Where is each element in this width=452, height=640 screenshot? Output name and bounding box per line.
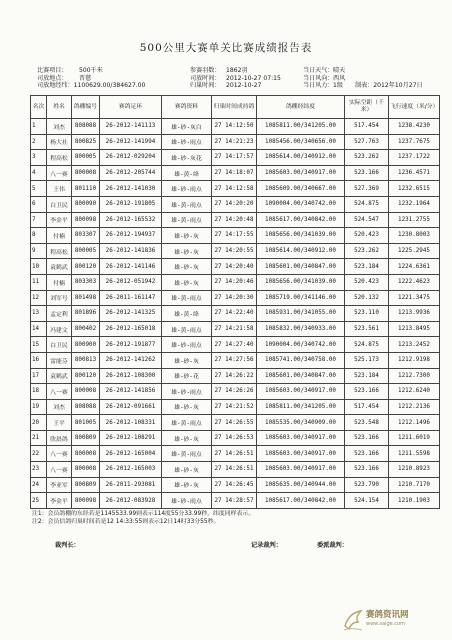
table-cell: 白卫民: [47, 337, 72, 353]
table-cell: 14: [31, 321, 47, 337]
table-header-cell: 姓名: [47, 96, 72, 119]
results-table: [30, 95, 440, 509]
watermark-logo: [342, 606, 442, 636]
table-row: [31, 384, 440, 400]
table-cell: 1210.8923: [389, 462, 440, 478]
release-coords-label: 司放地经纬：: [37, 82, 74, 90]
weather-label: 当日天气：: [303, 67, 334, 74]
table-cell: 雄-砂-灰: [162, 352, 212, 368]
table-cell: 800120: [72, 368, 100, 384]
table-cell: 1085603.00/340917.00: [257, 430, 345, 446]
table-cell: 523.166: [345, 446, 389, 462]
table-cell: 27 14:21:52: [212, 399, 257, 415]
table-cell: 雄-砂-灰: [162, 430, 212, 446]
table-cell: 524.547: [345, 212, 389, 228]
table-cell: 523.166: [345, 384, 389, 400]
table-cell: 23: [31, 462, 47, 478]
table-cell: 1212.2136: [389, 399, 440, 415]
table-cell: 527.763: [345, 134, 389, 150]
table-cell: 27 14:26:53: [212, 430, 257, 446]
table-cell: 523.561: [345, 321, 389, 337]
table-cell: 800008: [72, 384, 100, 400]
table-cell: 26-2012-191877: [100, 337, 162, 353]
table-row: [31, 430, 440, 446]
table-cell: 8: [31, 228, 47, 244]
table-cell: 27 14:20:55: [212, 243, 257, 259]
table-cell: 27 14:26:45: [212, 477, 257, 493]
table-cell: 523.184: [345, 259, 389, 275]
table-cell: 程高松: [47, 150, 72, 166]
table-cell: 27 14:18:07: [212, 165, 257, 181]
table-row: [31, 337, 440, 353]
table-cell: 26-2012-141146: [100, 259, 162, 275]
watermark-url: www.saige.com: [366, 621, 405, 627]
table-cell: 雄-砂-灰: [162, 462, 212, 478]
entries-label: 参赛羽数：: [190, 67, 221, 74]
table-cell: 525.173: [345, 352, 389, 368]
table-cell: 1210.1903: [389, 493, 440, 509]
table-cell: 800008: [72, 462, 100, 478]
table-cell: 26-2012-165018: [100, 321, 162, 337]
table-cell: 1085603.00/340917.00: [257, 165, 345, 181]
table-cell: 27 14:27:40: [212, 337, 257, 353]
table-cell: 26-2012-141262: [100, 352, 162, 368]
release-place-label: 司放地点：: [37, 74, 68, 82]
table-cell: 16: [31, 352, 47, 368]
table-cell: 程高松: [47, 243, 72, 259]
table-cell: 2: [31, 134, 47, 150]
table-cell: 523.184: [345, 368, 389, 384]
table-row: [31, 368, 440, 384]
table-cell: 雄-黄-绛: [162, 306, 212, 322]
table-cell: 9: [31, 243, 47, 259]
table-cell: 801005: [72, 415, 100, 431]
watermark-brand: 赛鸽资讯网: [366, 610, 409, 620]
table-cell: 26-2012-029204: [100, 150, 162, 166]
table-cell: 孟定利: [47, 306, 72, 322]
table-cell: 27 14:28:57: [212, 493, 257, 509]
table-cell: 1085741.00/340758.00: [257, 352, 345, 368]
table-cell: 25: [31, 493, 47, 509]
table-cell: 1085601.00/340847.00: [257, 259, 345, 275]
table-cell: 18: [31, 384, 47, 400]
table-cell: 27 14:26:51: [212, 462, 257, 478]
table-cell: 803307: [72, 228, 100, 244]
table-cell: 1238.4230: [389, 119, 440, 135]
table-cell: 7: [31, 212, 47, 228]
table-cell: 26-2012-108291: [100, 430, 162, 446]
table-row: [31, 196, 440, 212]
table-cell: 527.369: [345, 181, 389, 197]
table-cell: 26-2012-141994: [100, 134, 162, 150]
wind-dir: 西风: [333, 74, 346, 82]
table-cell: 808088: [72, 119, 100, 135]
table-header-cell: 归巢时间成持鸽: [212, 96, 257, 119]
table-cell: 27 14:26:22: [212, 368, 257, 384]
table-cell: 26-2012-108331: [100, 415, 162, 431]
table-cell: 26-2012-165532: [100, 212, 162, 228]
table-cell: 1232.1964: [389, 196, 440, 212]
table-cell: 1213.8495: [389, 321, 440, 337]
table-cell: 800809: [72, 477, 100, 493]
table-cell: 27 14:12:50: [212, 119, 257, 135]
table-cell: 523.110: [345, 306, 389, 322]
table-cell: 800005: [72, 150, 100, 166]
table-cell: 1222.4623: [389, 274, 440, 290]
table-cell: 800402: [72, 321, 100, 337]
table-row: [31, 415, 440, 431]
table-cell: 王平: [47, 415, 72, 431]
meta-right: [303, 67, 423, 90]
table-cell: 26-2012-091661: [100, 399, 162, 415]
table-cell: 800120: [72, 259, 100, 275]
table-cell: 刘杰: [47, 119, 72, 135]
wind-force: 1级: [333, 82, 343, 90]
table-cell: 22: [31, 446, 47, 462]
table-cell: 1085601.00/340847.00: [257, 368, 345, 384]
made-date: 2012年10月27日: [373, 82, 423, 90]
table-cell: 付楠: [47, 228, 72, 244]
table-cell: 520.132: [345, 290, 389, 306]
table-row: [31, 119, 440, 135]
table-cell: 10: [31, 259, 47, 275]
table-cell: 1085656.00/341039.00: [257, 274, 345, 290]
made-label: 制表：: [354, 82, 374, 90]
table-cell: 李金平: [47, 493, 72, 509]
wind-dir-label: 当日风向：: [303, 74, 334, 82]
entries: 1862羽: [226, 67, 248, 74]
table-cell: 27 14:27:56: [212, 352, 257, 368]
weather: 晴天: [333, 67, 346, 74]
race-name-label: 比赛项目：: [37, 67, 68, 74]
table-cell: 雄-砂-花: [162, 368, 212, 384]
table-header-cell: 名次: [31, 96, 47, 119]
wind-force-label: 当日风力：: [303, 82, 334, 90]
table-cell: 800090: [72, 196, 100, 212]
table-cell: 27 14:22:40: [212, 306, 257, 322]
table-cell: 1085832.00/340933.00: [257, 321, 345, 337]
table-cell: 800005: [72, 243, 100, 259]
table-cell: 523.166: [345, 165, 389, 181]
table-cell: 1: [31, 119, 47, 135]
table-cell: 27 14:17:57: [212, 150, 257, 166]
table-cell: 1236.4571: [389, 165, 440, 181]
table-cell: 1085617.00/340842.00: [257, 493, 345, 509]
table-cell: 雄-黄-绛: [162, 165, 212, 181]
table-cell: 26-2012-205744: [100, 165, 162, 181]
table-cell: 王伟: [47, 181, 72, 197]
table-cell: 1090004.00/340742.00: [257, 337, 345, 353]
table-cell: 27 14:12:58: [212, 181, 257, 197]
table-cell: 800813: [72, 352, 100, 368]
table-cell: 523.548: [345, 415, 389, 431]
table-cell: 19: [31, 399, 47, 415]
table-body: [31, 119, 440, 509]
table-cell: 1211.5598: [389, 446, 440, 462]
table-cell: 27 14:20:48: [212, 212, 257, 228]
table-cell: 26-2012-108300: [100, 368, 162, 384]
table-cell: 1212.6240: [389, 384, 440, 400]
table-row: [31, 212, 440, 228]
table-cell: 1085609.00/340667.00: [257, 181, 345, 197]
table-cell: 26-2012-083928: [100, 493, 162, 509]
table-cell: 27 14:20:20: [212, 196, 257, 212]
table-row: [31, 477, 440, 493]
table-cell: 1085456.00/340656.00: [257, 134, 345, 150]
table-cell: 1085635.00/340944.00: [257, 477, 345, 493]
table-row: [31, 181, 440, 197]
table-cell: 524.875: [345, 337, 389, 353]
table-row: [31, 306, 440, 322]
table-cell: 雷能芬: [47, 352, 72, 368]
table-cell: 1212.1496: [389, 415, 440, 431]
table-cell: 雄-黄-雨点: [162, 290, 212, 306]
table-cell: 27 14:21:23: [212, 134, 257, 150]
table-cell: 27 14:26:51: [212, 446, 257, 462]
table-cell: 欣晨鸽: [47, 430, 72, 446]
table-cell: 1225.2945: [389, 243, 440, 259]
table-cell: 白卫民: [47, 196, 72, 212]
table-header-cell: 飞行速度（米/分）: [389, 96, 440, 119]
table-cell: 800809: [72, 430, 100, 446]
table-cell: 21: [31, 430, 47, 446]
table-cell: 付楠: [47, 274, 72, 290]
table-cell: 雄-黄-雨点: [162, 196, 212, 212]
table-cell: 26-2012-141856: [100, 384, 162, 400]
table-cell: 1231.2755: [389, 212, 440, 228]
table-cell: 26-2012-141030: [100, 181, 162, 197]
table-cell: 八一赛: [47, 446, 72, 462]
table-cell: 刘杰: [47, 399, 72, 415]
notes: [32, 510, 254, 527]
note-2: 注2：会员信鸽归巢时间若是12 14:33:55则表示12日14时33分55秒。: [32, 519, 220, 526]
table-cell: 八一赛: [47, 462, 72, 478]
table-header-row: [31, 96, 440, 119]
table-cell: 刘军号: [47, 290, 72, 306]
table-cell: 雄-砂-灰: [162, 274, 212, 290]
table-row: [31, 462, 440, 478]
table-cell: 1085811.00/341205.00: [257, 119, 345, 135]
table-cell: 1237.7675: [389, 134, 440, 150]
table-cell: 803303: [72, 274, 100, 290]
table-cell: 524.875: [345, 196, 389, 212]
report-title: 500公里大赛单关比赛成绩报告表: [139, 42, 313, 54]
table-row: [31, 290, 440, 306]
table-row: [31, 243, 440, 259]
table-cell: 800098: [72, 212, 100, 228]
table-cell: 523.262: [345, 243, 389, 259]
table-row: [31, 274, 440, 290]
table-cell: 801896: [72, 306, 100, 322]
table-cell: 袁鹤武: [47, 259, 72, 275]
table-cell: 冯建文: [47, 321, 72, 337]
table-cell: 1210.7170: [389, 477, 440, 493]
table-cell: 26-2012-141113: [100, 119, 162, 135]
table-cell: 雄-黄-雨点: [162, 415, 212, 431]
table-cell: 1237.1722: [389, 150, 440, 166]
table-header-cell: 鸽棚经纬度: [257, 96, 345, 119]
table-cell: 523.166: [345, 430, 389, 446]
table-cell: 15: [31, 337, 47, 353]
note-1: 注1：会员鸽棚的东经若是1145533.99则表示114度55分33.99秒，纬度同样表示。: [32, 511, 255, 517]
table-cell: 雄-砂-灰白: [162, 119, 212, 135]
table-cell: 雄-砂-灰: [162, 477, 212, 493]
table-cell: 5: [31, 181, 47, 197]
table-cell: 27 14:17:55: [212, 228, 257, 244]
table-cell: 李金平: [47, 212, 72, 228]
table-cell: 520.423: [345, 228, 389, 244]
table-cell: 雄-砂-雨点: [162, 337, 212, 353]
release-time: 2012-10-27 07:15: [226, 74, 281, 82]
table-cell: 1085617.00/340842.00: [257, 212, 345, 228]
table-cell: 517.454: [345, 399, 389, 415]
table-cell: 517.454: [345, 119, 389, 135]
table-cell: 1221.3475: [389, 290, 440, 306]
table-cell: 17: [31, 368, 47, 384]
judge-chief-signature: 裁判长：: [55, 542, 80, 549]
table-row: [31, 165, 440, 181]
table-cell: 13: [31, 306, 47, 322]
table-header-cell: 鸽棚编号: [72, 96, 100, 119]
table-cell: 1085603.00/340917.00: [257, 384, 345, 400]
table-cell: 1232.6515: [389, 181, 440, 197]
table-cell: 1085931.00/341055.00: [257, 306, 345, 322]
table-cell: 1212.9198: [389, 352, 440, 368]
return-time-label: 归巢时间：: [190, 82, 221, 90]
table-cell: 3: [31, 150, 47, 166]
table-row: [31, 446, 440, 462]
table-cell: 八一赛: [47, 384, 72, 400]
table-cell: 800008: [72, 446, 100, 462]
release-coords: 1100629.00/384627.00: [73, 82, 146, 90]
table-cell: 1085614.00/340912.00: [257, 150, 345, 166]
table-cell: 1224.6361: [389, 259, 440, 275]
table-cell: 26-2012-051942: [100, 274, 162, 290]
table-cell: 523.166: [345, 462, 389, 478]
table-cell: 1211.6019: [389, 430, 440, 446]
table-cell: 1085535.00/340909.00: [257, 415, 345, 431]
table-cell: 808088: [72, 399, 100, 415]
table-row: [31, 134, 440, 150]
table-cell: 24: [31, 477, 47, 493]
table-header-cell: 赛鸽资料: [162, 96, 212, 119]
table-cell: 1213.9936: [389, 306, 440, 322]
table-cell: 27 14:20:40: [212, 259, 257, 275]
table-cell: 1230.8003: [389, 228, 440, 244]
table-cell: 雄-黄-雨点: [162, 321, 212, 337]
table-cell: 801498: [72, 290, 100, 306]
table-cell: 1085603.00/340917.00: [257, 446, 345, 462]
table-cell: 800825: [72, 134, 100, 150]
table-cell: 1085656.00/341039.00: [257, 228, 345, 244]
table-cell: 800008: [72, 165, 100, 181]
table-row: [31, 399, 440, 415]
table-cell: 27 14:21:58: [212, 321, 257, 337]
table-row: [31, 352, 440, 368]
table-cell: 520.423: [345, 274, 389, 290]
table-cell: 800098: [72, 493, 100, 509]
table-cell: 1085719.00/341146.00: [257, 290, 345, 306]
table-cell: 27 14:20:30: [212, 290, 257, 306]
table-cell: 1085811.00/341205.00: [257, 399, 345, 415]
table-cell: 雄-砂-雨点: [162, 181, 212, 197]
table-row: [31, 228, 440, 244]
table-cell: 雄-砂-雨点: [162, 493, 212, 509]
table-cell: 雄-砂-灰: [162, 399, 212, 415]
pigeon-icon: [342, 608, 364, 632]
race-name: 500千米: [79, 67, 103, 74]
table-cell: 雄-黄-雨点: [162, 212, 212, 228]
table-header-cell: 赛鸽足环: [100, 96, 162, 119]
table-cell: 800900: [72, 337, 100, 353]
release-place: 晋慈: [79, 74, 92, 82]
table-cell: 26-2012-191805: [100, 196, 162, 212]
recorder-signature: 记录裁判：: [251, 542, 282, 549]
table-cell: 26-2012-165004: [100, 446, 162, 462]
table-cell: 雄-砂-雨点: [162, 134, 212, 150]
table-cell: 4: [31, 165, 47, 181]
table-cell: 1213.2452: [389, 337, 440, 353]
table-cell: 523.790: [345, 477, 389, 493]
table-cell: 杨大社: [47, 134, 72, 150]
table-cell: 26-2012-141836: [100, 243, 162, 259]
return-time: 2012-10-27: [226, 82, 262, 90]
table-row: [31, 150, 440, 166]
table-cell: 雄-砂-灰: [162, 243, 212, 259]
table-cell: 袁鹤武: [47, 368, 72, 384]
table-cell: 524.154: [345, 493, 389, 509]
table-cell: 雄-砂-灰花: [162, 150, 212, 166]
table-cell: 1085603.00/340917.00: [257, 462, 345, 478]
table-cell: 雄-黄-雨点: [162, 446, 212, 462]
table-cell: 27 14:26:55: [212, 415, 257, 431]
table-cell: 26-2011-161147: [100, 290, 162, 306]
table-cell: 26-2012-194937: [100, 228, 162, 244]
table-row: [31, 259, 440, 275]
table-cell: 雄-砂-灰: [162, 228, 212, 244]
meta-left: [37, 67, 145, 90]
table-cell: 6: [31, 196, 47, 212]
table-cell: 11: [31, 274, 47, 290]
table-cell: 1212.7300: [389, 368, 440, 384]
release-time-label: 司放时间：: [190, 74, 221, 82]
table-cell: 26-2012-141325: [100, 306, 162, 322]
table-cell: 12: [31, 290, 47, 306]
table-cell: 雄-砂-灰: [162, 259, 212, 275]
commissioner-signature: 委派裁判：: [317, 542, 348, 549]
table-row: [31, 321, 440, 337]
table-cell: 27 14:20:46: [212, 274, 257, 290]
table-cell: 八一赛: [47, 165, 72, 181]
table-cell: 20: [31, 415, 47, 431]
table-cell: 27 14:26:26: [212, 384, 257, 400]
table-cell: 雄-砂-雨点: [162, 384, 212, 400]
table-cell: 523.262: [345, 150, 389, 166]
table-row: [31, 493, 440, 509]
table-cell: 李亚军: [47, 477, 72, 493]
meta-mid: [190, 67, 281, 90]
table-header-cell: 实际空距（千米）: [345, 96, 389, 119]
table-cell: 801110: [72, 181, 100, 197]
table-cell: 26-2011-293081: [100, 477, 162, 493]
table-cell: 1090004.00/340742.00: [257, 196, 345, 212]
table-cell: 1085614.00/340912.00: [257, 243, 345, 259]
table-cell: 26-2012-165003: [100, 462, 162, 478]
